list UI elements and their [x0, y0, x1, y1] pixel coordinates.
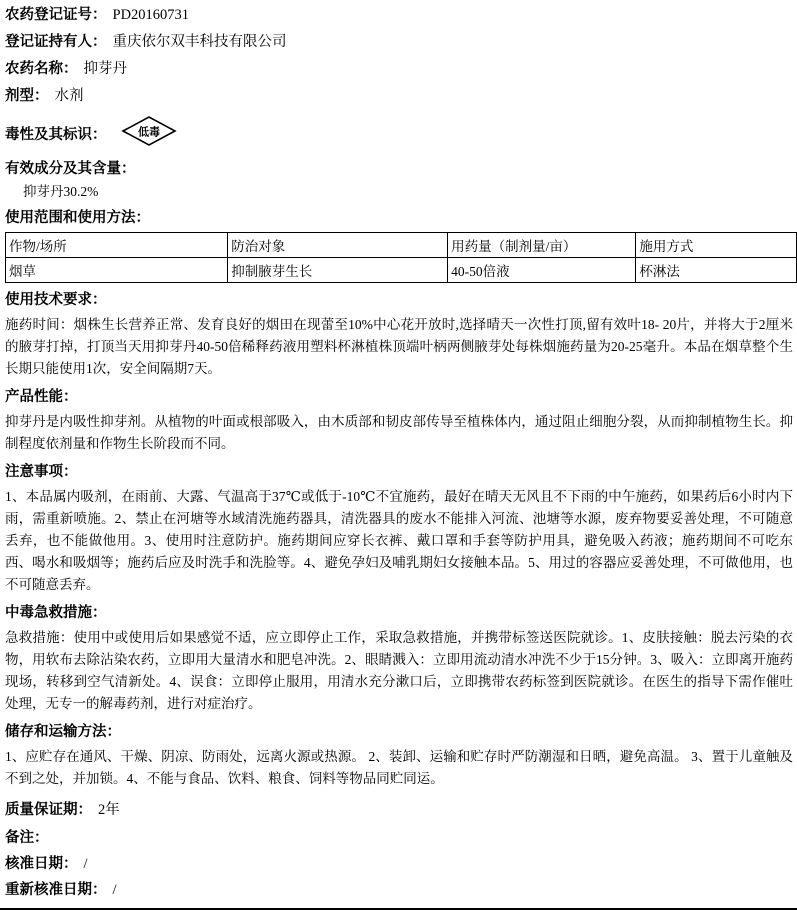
pesticide-name-label: 农药名称：: [5, 61, 78, 77]
usage-cell-method: 杯淋法: [636, 258, 797, 283]
remark-row: [5, 830, 793, 846]
approval-date-label: 核准日期：: [5, 856, 78, 872]
usage-header-dosage: 用药量（制剂量/亩）: [448, 233, 636, 258]
formulation-value: 水剂: [54, 88, 84, 104]
technical-requirements-body: 施药时间：烟株生长营养正常、发育良好的烟田在现蕾至10%中心花开放时,选择晴天一次性打顶,留有效叶18- 20片，并将大于2厘米的腋芽打掉，打顶当天用抑芽丹40-50倍稀释药液用塑料杯淋植株顶端叶柄两侧腋芽处每株烟施药量为20-25毫升。本品在烟草整个生长期只能使用1次，安全间隔期7天。: [5, 317, 793, 376]
usage-cell-crop: 烟草: [6, 258, 228, 283]
registration-number-value: PD20160731: [112, 7, 190, 23]
product-performance-body: 抑芽丹是内吸性抑芽剂。从植物的叶面或根部吸入，由木质部和韧皮部传导至植株体内，通过阻止细胞分裂，从而抑制植物生长。抑制程度依剂量和作物生长阶段而不同。: [5, 414, 793, 451]
usage-cell-target: 抑制腋芽生长: [228, 258, 448, 283]
quality-guarantee-value: 2年: [98, 802, 120, 818]
ingredient-value: 抑芽丹30.2%: [23, 184, 99, 199]
storage-transport-body: 1、应贮存在通风、干燥、阴凉、防雨处，远离火源或热源。 2、装卸、运输和贮存时严防潮湿和日晒，避免高温。 3、置于儿童触及不到之处，并加锁。4、不能与食品、饮料、粮食、饲料等物品同贮同运。: [5, 749, 793, 786]
toxicity-row: [5, 115, 793, 152]
pesticide-name-row: [5, 61, 793, 77]
usage-table-header-row: [6, 233, 797, 258]
usage-header-target: 防治对象: [228, 233, 448, 258]
usage-table: [5, 232, 797, 283]
precautions-body: 1、本品属内吸剂，在雨前、大露、气温高于37℃或低于-10℃不宜施药，最好在晴天无风且不下雨的中午施药，如果药后6小时内下雨，需重新喷施。2、禁止在河塘等水域清洗施药器具，清洗器具的废水不能排入河流、池塘等水源，废弃物要妥善处理，不可随意丢弃，也不能做他用。3、使用时注意防护。施药期间应穿长衣裤、戴口罩和手套等防护用具，避免吸入药液；施药期间不可吃东西、喝水和吸烟等；施药后应及时洗手和洗脸等。4、避免孕妇及哺乳期妇女接触本品。5、用过的容器应妥善处理，不可做他用，也不可随意丢弃。: [5, 489, 793, 592]
certificate-holder-row: [5, 34, 793, 50]
reapproval-date-row: [5, 882, 793, 898]
approval-date-value: /: [83, 856, 88, 872]
formulation-label: 剂型：: [5, 88, 49, 104]
usage-cell-dosage: 40-50倍液: [448, 258, 636, 283]
registration-number-row: [5, 7, 793, 23]
quality-guarantee-row: [5, 802, 793, 818]
registration-number-label: 农药登记证号：: [5, 7, 107, 23]
approval-date-row: [5, 856, 793, 872]
low-toxicity-diamond-icon: [121, 115, 177, 152]
usage-heading: 使用范围和使用方法：: [5, 210, 150, 226]
first-aid-heading: 中毒急救措施：: [5, 605, 107, 621]
formulation-row: [5, 88, 793, 104]
reapproval-date-label: 重新核准日期：: [5, 882, 107, 898]
usage-header-method: 施用方式: [636, 233, 797, 258]
remark-label: 备注：: [5, 830, 49, 846]
first-aid-body: 急救措施：使用中或使用后如果感觉不适，应立即停止工作，采取急救措施，并携带标签送医院就诊。1、皮肤接触：脱去污染的衣物，用软布去除沾染农药，立即用大量清水和肥皂冲洗。2、眼睛溅入：立即用流动清水冲洗不少于15分钟。3、吸入：立即离开施药现场，转移到空气清新处。4、误食：立即停止服用，用清水充分漱口后，立即携带农药标签到医院就诊。在医生的指导下需作催吐处理，无专一的解毒药剂，进行对症治疗。: [5, 630, 793, 711]
product-performance-heading: 产品性能：: [5, 389, 78, 405]
ingredient-heading: 有效成分及其含量：: [5, 161, 136, 177]
toxicity-label: 毒性及其标识：: [5, 127, 107, 143]
reapproval-date-value: /: [112, 882, 117, 898]
pesticide-name-value: 抑芽丹: [83, 61, 127, 77]
technical-requirements-heading: 使用技术要求：: [5, 292, 107, 308]
precautions-heading: 注意事项：: [5, 464, 78, 480]
usage-header-crop: 作物/场所: [6, 233, 228, 258]
low-toxicity-badge-text: 低毒: [137, 126, 160, 139]
storage-transport-heading: 储存和运输方法：: [5, 724, 121, 740]
certificate-holder-value: 重庆依尔双丰科技有限公司: [112, 34, 287, 50]
quality-guarantee-label: 质量保证期：: [5, 802, 92, 818]
certificate-holder-label: 登记证持有人：: [5, 34, 107, 50]
usage-table-data-row: [6, 258, 797, 283]
